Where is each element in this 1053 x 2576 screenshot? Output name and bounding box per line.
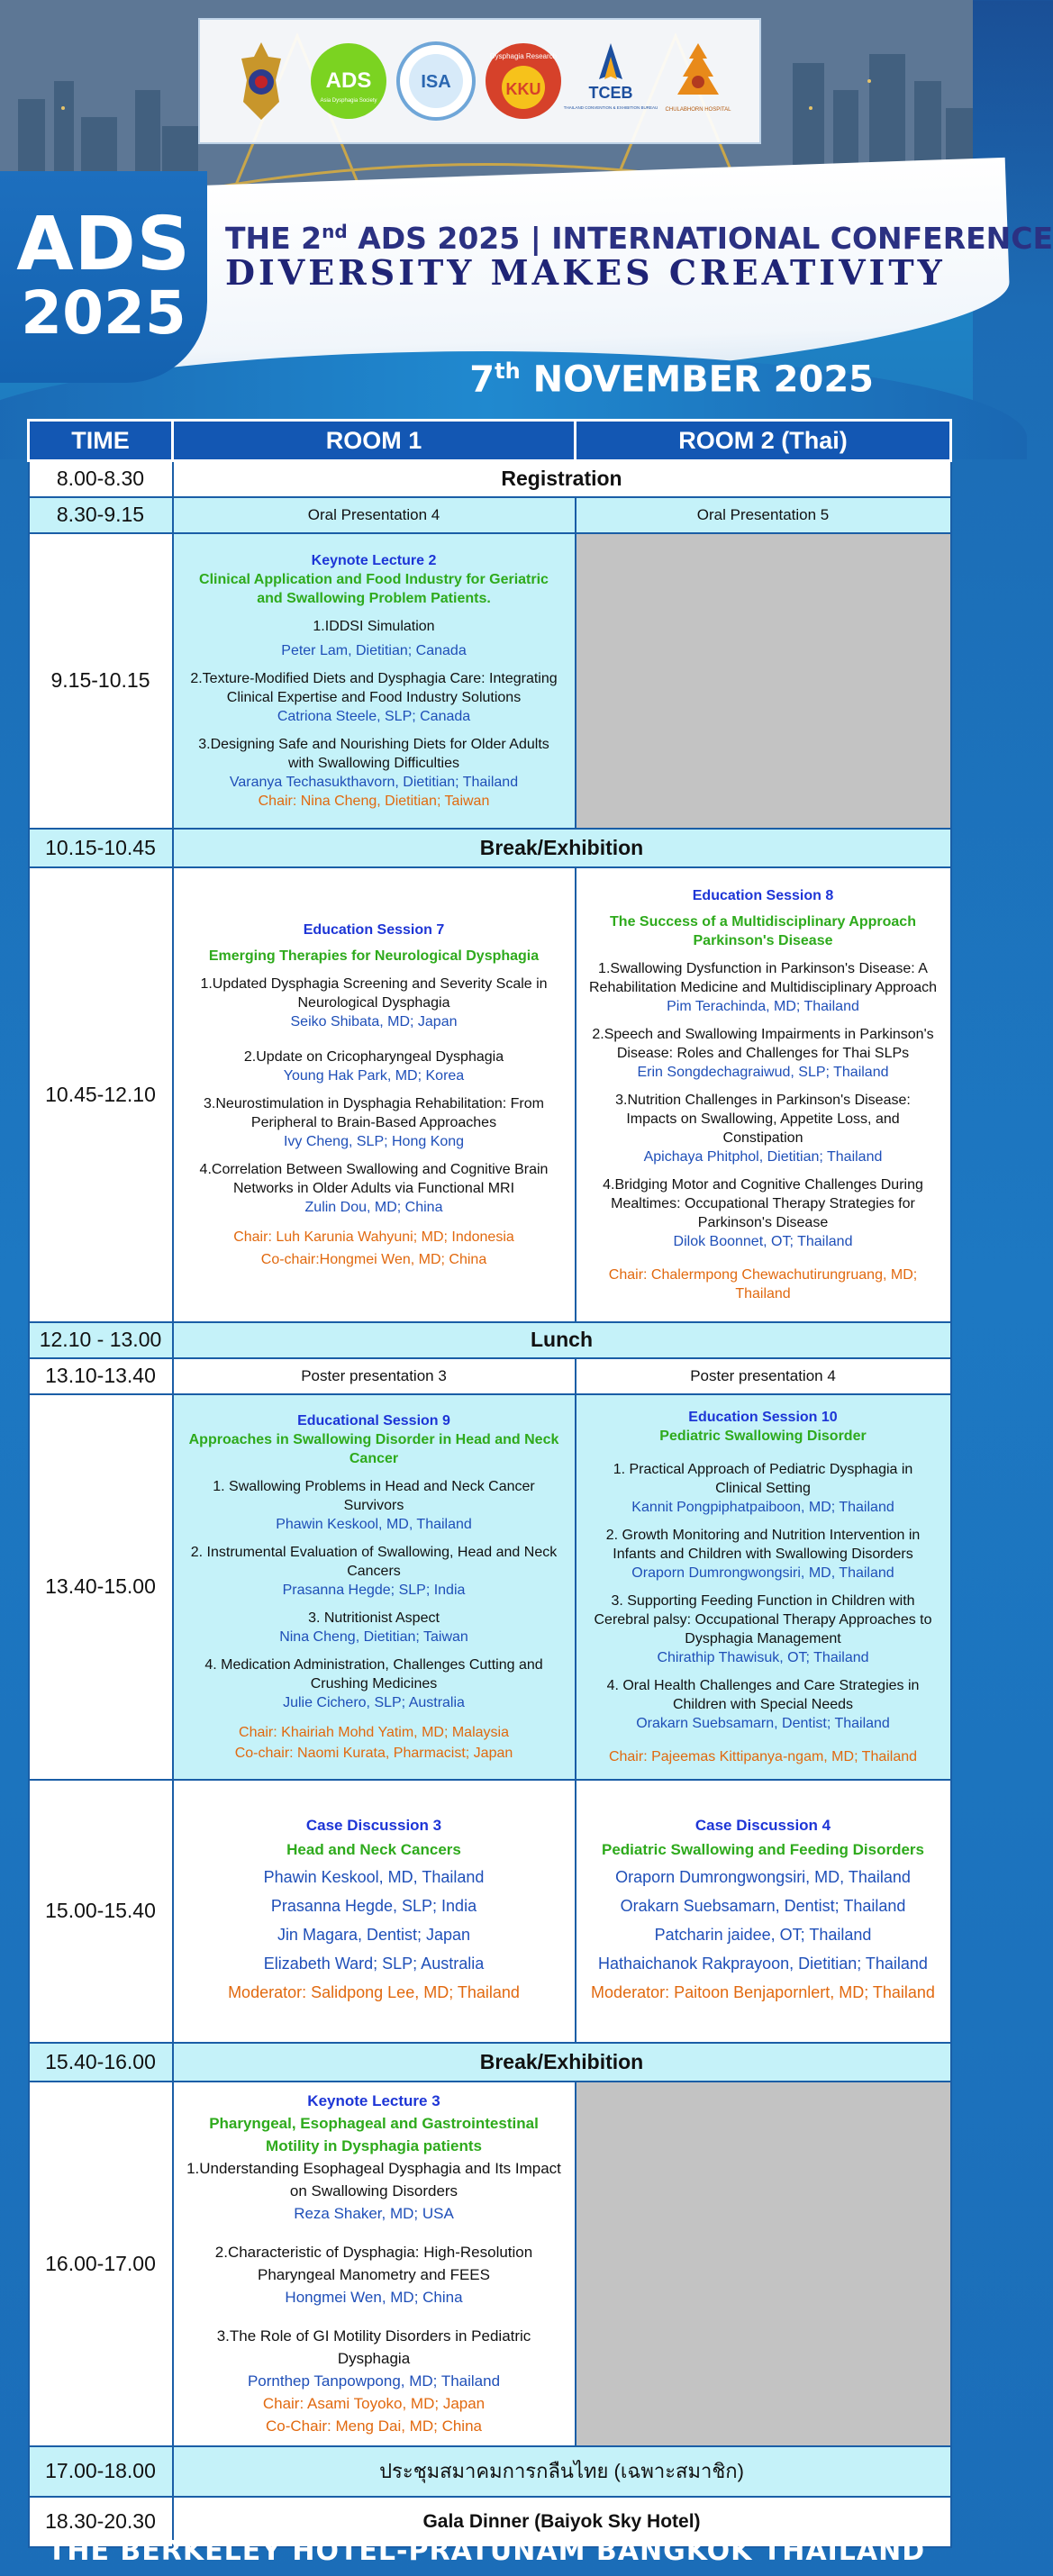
svg-text:THAILAND CONVENTION & EXHIBITI: THAILAND CONVENTION & EXHIBITION BUREAU xyxy=(563,104,658,110)
talk-speaker: Zulin Dou, MD; China xyxy=(304,1199,443,1215)
time-cell: 17.00-18.00 xyxy=(29,2446,173,2497)
poster-presentation-4: Poster presentation 4 xyxy=(576,1358,951,1394)
session-subtitle: Emerging Therapies for Neurological Dysphagia xyxy=(208,948,540,964)
talk-topic: 1.Understanding Esophageal Dysphagia and Its Impact on Swallowing Disorders xyxy=(186,2160,561,2200)
venue-footer: THE BERKELEY HOTEL-PRATUNAM BANGKOK THAILAND xyxy=(47,2535,926,2567)
row-poster xyxy=(29,1358,951,1394)
session-title: Case Discussion 3 xyxy=(305,1816,442,1834)
time-cell: 15.00-15.40 xyxy=(29,1780,173,2043)
panelist: Jin Magara, Dentist; Japan xyxy=(277,1925,471,1944)
talk-topic: 3.Nutrition Challenges in Parkinson's Disease: Impacts on Swallowing, Appetite Loss, and Constipation xyxy=(615,1092,911,1146)
talk-speaker: Kannit Pongpiphatpaiboon, MD; Thailand xyxy=(631,1499,894,1515)
conference-title: THE 2nd ADS 2025 | INTERNATIONAL CONFERENCE xyxy=(225,221,1053,256)
row-oral-presentations xyxy=(29,497,951,533)
time-cell: 18.30-20.30 xyxy=(29,2497,173,2547)
session-subtitle: Pharyngeal, Esophageal and Gastrointestinal Motility in Dysphagia patients xyxy=(209,2115,539,2154)
panelist: Phawin Keskool, MD, Thailand xyxy=(263,1867,485,1886)
talk-topic: 4. Oral Health Challenges and Care Strategies in Children with Special Needs xyxy=(606,1677,920,1712)
session-chair: Chair: Khairiah Mohd Yatim, MD; Malaysia xyxy=(239,1724,509,1740)
svg-text:CHULABHORN HOSPITAL: CHULABHORN HOSPITAL xyxy=(665,106,731,113)
session-title: Keynote Lecture 2 xyxy=(311,552,437,568)
empty-room2-cell xyxy=(576,533,951,829)
time-cell: 8.30-9.15 xyxy=(29,497,173,533)
talk-topic: 1. Practical Approach of Pediatric Dysphagia in Clinical Setting xyxy=(613,1461,913,1496)
event-date: 7th NOVEMBER 2025 xyxy=(469,358,874,401)
session-chair: Chair: Nina Cheng, Dietitian; Taiwan xyxy=(258,793,490,809)
talk-speaker: Orakarn Suebsamarn, Dentist; Thailand xyxy=(636,1715,890,1731)
talk-topic: 2.Speech and Swallowing Impairments in Parkinson's Disease: Roles and Challenges for Thai SLPs xyxy=(592,1026,934,1061)
moderator: Moderator: Paitoon Benjapornlert, MD; Thailand xyxy=(591,1982,935,2001)
case-discussion-3-cell xyxy=(173,1780,576,2043)
talk-speaker: Pornthep Tanpowpong, MD; Thailand xyxy=(247,2372,501,2390)
moderator: Moderator: Salidpong Lee, MD; Thailand xyxy=(228,1982,520,2001)
isa-logo xyxy=(395,36,477,126)
talk-speaker: Young Hak Park, MD; Korea xyxy=(283,1067,465,1084)
banner-header xyxy=(0,0,1053,410)
session-chair: Chair: Pajeemas Kittipanya-ngam, MD; Thailand xyxy=(608,1748,918,1764)
talk-topic: 1. Swallowing Problems in Head and Neck Cancer Survivors xyxy=(213,1478,535,1513)
talk-speaker: Peter Lam, Dietitian; Canada xyxy=(281,642,467,658)
empty-room2-cell xyxy=(576,2082,951,2446)
conference-tagline: DIVERSITY MAKES CREATIVITY xyxy=(225,252,946,293)
panelist: Oraporn Dumrongwongsiri, MD, Thailand xyxy=(615,1867,911,1886)
time-cell: 13.40-15.00 xyxy=(29,1394,173,1780)
panelist: Orakarn Suebsamarn, Dentist; Thailand xyxy=(620,1896,906,1915)
svg-text:Dysphagia Research: Dysphagia Research xyxy=(489,52,558,60)
svg-text:ADS: ADS xyxy=(325,68,372,93)
time-cell: 16.00-17.00 xyxy=(29,2082,173,2446)
row-education-7-8 xyxy=(29,867,951,1322)
session-subtitle: Pediatric Swallowing Disorder xyxy=(659,1428,867,1444)
row-thai-association-meeting xyxy=(29,2446,951,2497)
header-time: TIME xyxy=(29,421,173,461)
talk-topic: 2.Update on Cricopharyngeal Dysphagia xyxy=(243,1048,504,1065)
oral-presentation-5: Oral Presentation 5 xyxy=(576,497,951,533)
row-keynote-3 xyxy=(29,2082,951,2446)
table-header-row xyxy=(29,421,951,461)
talk-topic: 2.Texture-Modified Diets and Dysphagia Care: Integrating Clinical Expertise and Food Industry Solutions xyxy=(190,670,558,705)
talk-topic: 3.Neurostimulation in Dysphagia Rehabilitation: From Peripheral to Brain-Based Approaches xyxy=(204,1095,544,1130)
education-session-9-cell xyxy=(173,1394,576,1780)
row-break-2 xyxy=(29,2043,951,2082)
talk-speaker: Apichaya Phitphol, Dietitian; Thailand xyxy=(643,1148,883,1165)
keynote-3-cell xyxy=(173,2082,576,2446)
row-case-discussion xyxy=(29,1780,951,2043)
oral-presentation-4: Oral Presentation 4 xyxy=(173,497,576,533)
case-discussion-4-cell xyxy=(576,1780,951,2043)
panelist: Hathaichanok Rakprayoon, Dietitian; Thailand xyxy=(598,1954,928,1973)
session-chair: Chair: Asami Toyoko, MD; Japan xyxy=(262,2395,486,2412)
talk-topic: 2. Growth Monitoring and Nutrition Intervention in Infants and Children with Swallowing Disorders xyxy=(605,1527,921,1562)
talk-speaker: Reza Shaker, MD; USA xyxy=(294,2205,454,2222)
talk-speaker: Chirathip Thawisuk, OT; Thailand xyxy=(657,1649,869,1665)
talk-speaker: Erin Songdechagraiwud, SLP; Thailand xyxy=(637,1064,889,1080)
talk-speaker: Nina Cheng, Dietitian; Taiwan xyxy=(279,1628,468,1645)
row-break-1 xyxy=(29,829,951,867)
thai-crest-logo xyxy=(221,36,302,126)
session-subtitle: Pediatric Swallowing and Feeding Disorders xyxy=(601,1840,925,1858)
lunch-cell: Lunch xyxy=(173,1322,951,1358)
break-cell: Break/Exhibition xyxy=(173,829,951,867)
registration-cell: Registration xyxy=(173,461,951,497)
session-subtitle: Head and Neck Cancers xyxy=(286,1840,461,1858)
time-cell: 8.00-8.30 xyxy=(29,461,173,497)
talk-topic: 4.Bridging Motor and Cognitive Challenges During Mealtimes: Occupational Therapy Strategies for Parkinson's Disease xyxy=(603,1176,923,1230)
header-room1: ROOM 1 xyxy=(173,421,576,461)
ads-2025-badge xyxy=(0,171,207,383)
talk-speaker: Pim Terachinda, MD; Thailand xyxy=(667,998,859,1014)
talk-speaker: Ivy Cheng, SLP; Hong Kong xyxy=(283,1133,465,1149)
session-title: Education Session 10 xyxy=(688,1409,838,1425)
association-meeting-cell: ประชุมสมาคมการกลืนไทย (เฉพาะสมาชิก) xyxy=(173,2446,951,2497)
talk-topic: 2.Characteristic of Dysphagia: High-Resolution Pharyngeal Manometry and FEES xyxy=(214,2244,533,2283)
session-title: Educational Session 9 xyxy=(297,1412,450,1429)
talk-topic: 3.The Role of GI Motility Disorders in Pediatric Dysphagia xyxy=(216,2327,531,2367)
education-session-7-cell xyxy=(173,867,576,1322)
kku-dysphagia-research-logo xyxy=(483,36,564,126)
talk-topic: 3. Supporting Feeding Function in Children with Cerebral palsy: Occupational Therapy Approaches to Dysphagia Management xyxy=(594,1592,932,1646)
row-keynote-2 xyxy=(29,533,951,829)
talk-speaker: Hongmei Wen, MD; China xyxy=(285,2289,463,2306)
talk-speaker: Seiko Shibata, MD; Japan xyxy=(290,1013,458,1029)
talk-topic: 3. Nutritionist Aspect xyxy=(308,1610,440,1626)
tceb-logo xyxy=(563,36,658,126)
ads-word: ADS xyxy=(16,201,191,287)
session-subtitle: The Success of a Multidisciplinary Approach Parkinson's Disease xyxy=(610,913,916,948)
time-cell: 10.45-12.10 xyxy=(29,867,173,1322)
svg-text:KKU: KKU xyxy=(505,80,541,98)
row-education-9-10 xyxy=(29,1394,951,1780)
session-chair: Chair: Luh Karunia Wahyuni; MD; Indonesia xyxy=(233,1229,514,1245)
svg-text:ISA: ISA xyxy=(421,72,451,92)
gala-dinner-cell: Gala Dinner (Baiyok Sky Hotel) xyxy=(173,2497,951,2547)
talk-speaker: Phawin Keskool, MD, Thailand xyxy=(276,1516,472,1532)
session-cochair: Co-chair:Hongmei Wen, MD; China xyxy=(260,1251,487,1267)
talk-topic: 4.Correlation Between Swallowing and Cognitive Brain Networks in Older Adults via Functional MRI xyxy=(199,1161,549,1196)
education-session-10-cell xyxy=(576,1394,951,1780)
chulabhorn-hospital-logo xyxy=(658,36,739,126)
time-cell: 9.15-10.15 xyxy=(29,533,173,829)
talk-topic: 1.IDDSI Simulation xyxy=(313,618,435,634)
row-registration xyxy=(29,461,951,497)
sponsor-logos xyxy=(198,18,761,144)
session-title: Case Discussion 4 xyxy=(694,1816,831,1834)
talk-speaker: Prasanna Hegde; SLP; India xyxy=(282,1582,466,1598)
education-session-8-cell xyxy=(576,867,951,1322)
session-cochair: Co-chair: Naomi Kurata, Pharmacist; Japan xyxy=(234,1745,513,1761)
session-subtitle: Approaches in Swallowing Disorder in Head and Neck Cancer xyxy=(188,1431,559,1466)
ads-year: 2025 xyxy=(21,277,186,348)
time-cell: 13.10-13.40 xyxy=(29,1358,173,1394)
session-chair: Chair: Chalermpong Chewachutirungruang, MD; Thailand xyxy=(608,1266,918,1302)
break-cell: Break/Exhibition xyxy=(173,2043,951,2082)
schedule-table xyxy=(27,419,952,2548)
row-lunch xyxy=(29,1322,951,1358)
header-room2: ROOM 2 (Thai) xyxy=(576,421,951,461)
talk-topic: 4. Medication Administration, Challenges Cutting and Crushing Medicines xyxy=(204,1656,543,1692)
time-cell: 15.40-16.00 xyxy=(29,2043,173,2082)
keynote-2-cell xyxy=(173,533,576,829)
panelist: Patcharin jaidee, OT; Thailand xyxy=(654,1925,872,1944)
talk-speaker: Julie Cichero, SLP; Australia xyxy=(283,1694,465,1710)
talk-speaker: Varanya Techasukthavorn, Dietitian; Thailand xyxy=(229,774,519,790)
ads-logo xyxy=(308,36,389,126)
panelist: Prasanna Hegde, SLP; India xyxy=(270,1896,477,1915)
poster-presentation-3: Poster presentation 3 xyxy=(173,1358,576,1394)
talk-speaker: Dilok Boonnet, OT; Thailand xyxy=(673,1233,853,1249)
time-cell: 12.10 - 13.00 xyxy=(29,1322,173,1358)
session-cochair: Co-Chair: Meng Dai, MD; China xyxy=(266,2417,482,2435)
panelist: Elizabeth Ward; SLP; Australia xyxy=(263,1954,485,1973)
time-cell: 10.15-10.45 xyxy=(29,829,173,867)
svg-text:TCEB: TCEB xyxy=(588,83,633,102)
talk-topic: 3.Designing Safe and Nourishing Diets for Older Adults with Swallowing Difficulties xyxy=(198,736,549,771)
talk-speaker: Oraporn Dumrongwongsiri, MD, Thailand xyxy=(631,1565,894,1581)
talk-topic: 1.Swallowing Dysfunction in Parkinson's Disease: A Rehabilitation Medicine and Multidisciplinary Approach xyxy=(589,960,937,995)
talk-topic: 1.Updated Dysphagia Screening and Severity Scale in Neurological Dysphagia xyxy=(200,975,548,1011)
session-title: Keynote Lecture 3 xyxy=(307,2092,440,2109)
svg-text:Asia Dysphagia Society: Asia Dysphagia Society xyxy=(320,98,377,104)
session-title: Education Session 8 xyxy=(692,887,834,903)
talk-topic: 2. Instrumental Evaluation of Swallowing, Head and Neck Cancers xyxy=(190,1544,558,1579)
talk-speaker: Catriona Steele, SLP; Canada xyxy=(277,708,471,724)
session-subtitle: Clinical Application and Food Industry for Geriatric and Swallowing Problem Patients. xyxy=(199,571,549,606)
session-title: Education Session 7 xyxy=(303,921,445,938)
